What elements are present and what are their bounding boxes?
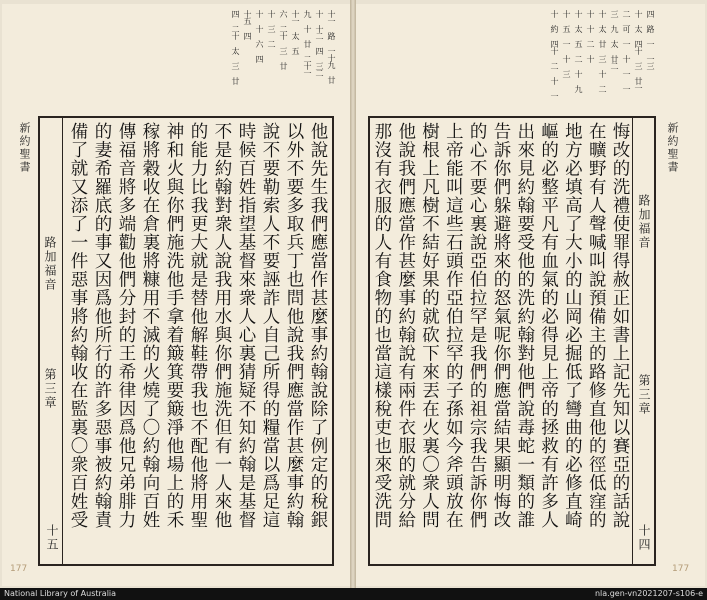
text-column: 悔改的洗禮使罪得赦正如書上記先知以賽亞的話說 <box>610 122 630 529</box>
text-column: 地方必填高了大小的山岡必掘低了彎曲的必修直崎 <box>562 122 583 529</box>
text-column: 他說先生我們應當作甚麼事約翰說除了例定的稅銀 <box>308 122 328 529</box>
left-page-number: 十五 <box>45 524 59 552</box>
footer-library-name: National Library of Australia <box>4 589 117 598</box>
cross-ref: 十 太 四十 三 廿一 <box>634 10 643 91</box>
cross-ref: 十 太 五 二 十 九 <box>574 10 583 92</box>
left-main-text <box>66 122 330 562</box>
text-column: 時候百姓指望基督來衆人心裏猜疑不知約翰是基督 <box>236 122 256 529</box>
cross-ref: 十 十二 四 三二 <box>315 10 324 76</box>
right-page-number: 十四 <box>637 524 651 552</box>
footer-identifier: nla.gen-vn2021207-s106-e <box>594 589 703 598</box>
library-footer <box>0 588 707 600</box>
cross-ref: 十 十 二 十 <box>586 10 595 62</box>
left-pencil-mark: 177 <box>10 564 28 574</box>
cross-ref: 十五 四 <box>243 10 252 39</box>
text-column: 上帝能叫這些石頭作亞伯拉罕的子孫如今斧頭放在 <box>443 122 464 529</box>
left-book-title: 新約聖書 <box>18 122 31 174</box>
text-column: 神和火與你們施洗他手拿着簸箕要簸淨他場上的禾 <box>164 122 184 529</box>
text-column: 的妻希羅底的事又因爲他所行的許多惡事被約翰責 <box>92 122 112 529</box>
text-column: 稼將穀收在倉裏將糠用不滅的火燒了〇約翰向百姓 <box>140 122 160 529</box>
right-page <box>356 4 705 586</box>
cross-ref: 六 二十 三 廿 <box>279 10 288 69</box>
left-page <box>2 4 351 586</box>
cross-ref: 十 三 二 <box>267 10 276 47</box>
text-column: 不是約翰對衆人說我用水與你們施洗但有一人來他 <box>212 122 232 529</box>
text-column: 在曠野有人聲喊叫說預備主的路修直他的徑低窪的 <box>586 122 607 529</box>
cross-ref: 四 路 一 一三 <box>646 10 655 69</box>
right-gospel-title: 路加福音 <box>637 194 651 250</box>
text-column: 樹根上凡樹不結好果的就砍下來丟在火裏〇衆人問 <box>419 122 440 529</box>
cross-ref: 二 可 一 十 一 一 <box>622 10 631 92</box>
cross-ref: 四 二十 太 三 廿 <box>231 10 240 84</box>
cross-ref: 十 五 一 十 三 <box>562 10 571 77</box>
left-cross-references <box>231 10 336 84</box>
text-column: 嶇的必整平凡有血氣的必得見上帝的拯救有許多人 <box>538 122 559 529</box>
text-column: 告訴你們躲避將來的怒氣呢你們應當結果顯明悔改 <box>490 122 511 529</box>
left-chapter: 第三章 <box>43 368 57 410</box>
right-book-title: 新約聖書 <box>666 122 679 174</box>
text-column: 備了就又添了一件惡事將約翰收在監裏〇衆百姓受 <box>68 122 88 529</box>
text-column: 說不要勒索人不要誣詐人自己所得的糧當以爲足這 <box>260 122 280 529</box>
cross-ref: 三 九 太 廿二 <box>610 10 619 69</box>
cross-ref: 十一 太 五 <box>291 10 300 54</box>
cross-ref: 十 十 六 四 <box>255 10 264 62</box>
text-column: 的心不要心裏說亞伯拉罕是我們的祖宗我告訴你們 <box>467 122 488 529</box>
text-column: 出來見約翰要受他的洗約翰對他們說毒蛇一類的誰 <box>514 122 535 529</box>
right-cross-references <box>550 10 655 99</box>
text-column: 那沒有衣服的人有食物的也當這樣稅吏也來受洗問 <box>371 122 392 529</box>
right-pencil-mark: 177 <box>672 564 690 574</box>
right-chapter: 第三章 <box>637 374 651 416</box>
text-column: 的能力比我更大就是替他解鞋帶我也不配他將用聖 <box>188 122 208 529</box>
text-column: 他說我們應當作甚麼事約翰說有兩件衣服的就分給 <box>395 122 416 529</box>
text-column: 傳福音將多端勸他們分封的王希律因爲他兄弟腓力 <box>116 122 136 529</box>
cross-ref: 十一 路 一十九 廿 <box>327 10 336 83</box>
cross-ref: 十 太 廿 三 十 二 <box>598 10 607 92</box>
text-column: 以外不要多取兵丁也問他說我們應當作甚麼事約翰 <box>284 122 304 529</box>
right-main-text <box>370 122 632 562</box>
cross-ref: 九 十 廿 二十一 <box>303 10 312 76</box>
left-gospel-title: 路加福音 <box>43 236 57 292</box>
cross-ref: 十 約 四十 二 十 一 <box>550 10 559 99</box>
